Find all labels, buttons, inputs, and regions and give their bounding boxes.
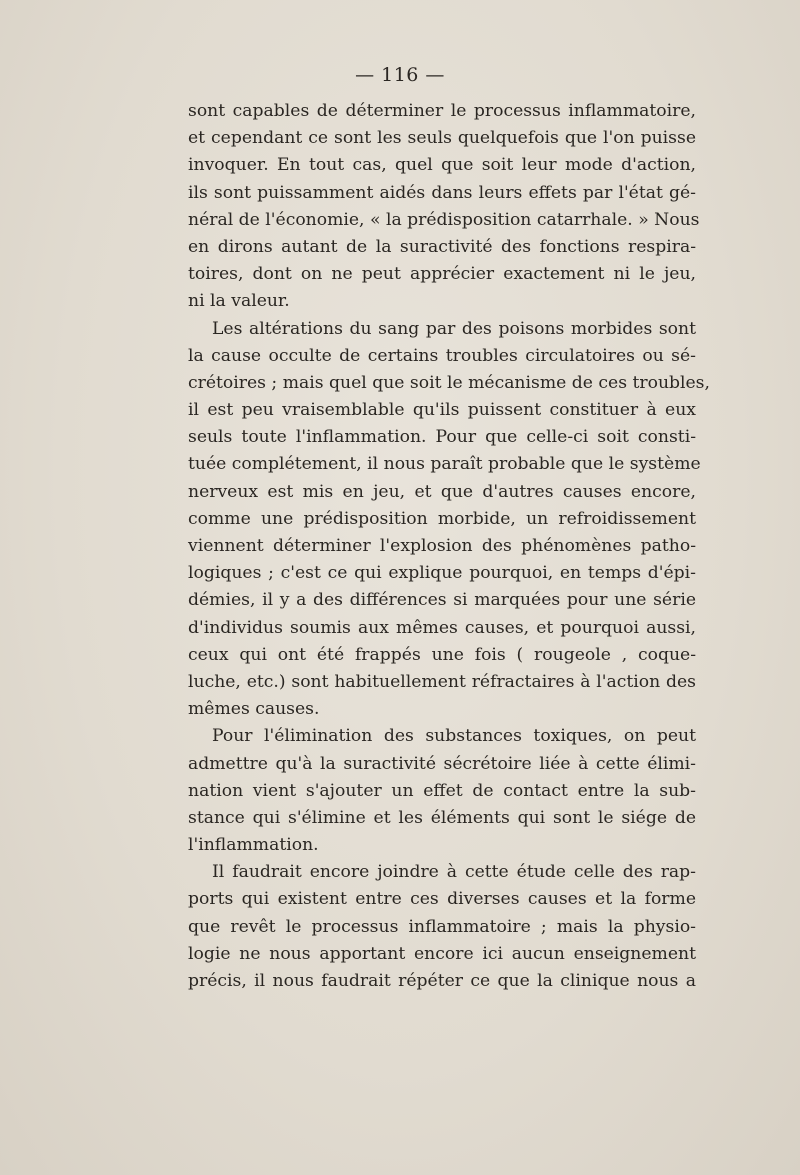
text-line: ni la valeur. [188, 291, 290, 312]
text-line: précis, il nous faudrait répéter ce que la clinique nous a [188, 971, 696, 991]
text-line: la cause occulte de certains troubles circulatoires ou sé- [188, 345, 696, 366]
text-line: tuée complétement, il nous paraît probable que le système [188, 454, 701, 475]
text-line: mêmes causes. [188, 699, 320, 720]
text-line: l'inflammation. [188, 835, 319, 856]
text-line: nerveux est mis en jeu, et que d'autres causes encore, [188, 481, 696, 502]
text-line: démies, il y a des différences si marquées pour une série [188, 590, 696, 611]
text-line: et cependant ce sont les seuls quelquefois que l'on puisse [188, 128, 696, 149]
text-line: ports qui existent entre ces diverses causes et la forme [188, 889, 696, 910]
body-text [188, 98, 710, 995]
text-line: Il faudrait encore joindre à cette étude celle des rap- [212, 862, 696, 883]
text-line: en dirons autant de la suractivité des fonctions respira- [188, 236, 696, 257]
text-line: luche, etc.) sont habituellement réfractaires à l'action des [188, 671, 696, 692]
text-line: logiques ; c'est ce qui explique pourquoi, en temps d'épi- [188, 563, 696, 584]
text-line: logie ne nous apportant encore ici aucun enseignement [188, 943, 696, 964]
text-line: nation vient s'ajouter un effet de contact entre la sub- [188, 780, 696, 801]
text-line: invoquer. En tout cas, quel que soit leur mode d'action, [188, 155, 696, 176]
text-line: comme une prédisposition morbide, un refroidissement [188, 508, 696, 529]
text-line: il est peu vraisemblable qu'ils puissent constituer à eux [188, 400, 696, 421]
text-line: d'individus soumis aux mêmes causes, et pourquoi aussi, [188, 617, 696, 638]
page-number: — 116 — [355, 64, 445, 86]
text-line: néral de l'économie, « la prédisposition catarrhale. » Nous [188, 209, 700, 230]
text-line: Les altérations du sang par des poisons morbides sont [212, 318, 696, 339]
text-line: toires, dont on ne peut apprécier exactement ni le jeu, [188, 264, 696, 285]
text-line: que revêt le processus inflammatoire ; mais la physio- [188, 916, 696, 937]
text-line: crétoires ; mais quel que soit le mécanisme de ces troubles, [188, 372, 710, 393]
text-line: Pour l'élimination des substances toxiques, on peut [212, 726, 696, 747]
text-line: viennent déterminer l'explosion des phénomènes patho- [188, 536, 696, 556]
text-line: seuls toute l'inflammation. Pour que celle-ci soit consti- [188, 427, 696, 448]
text-line: stance qui s'élimine et les éléments qui sont le siége de [188, 807, 696, 828]
text-line: ils sont puissamment aidés dans leurs effets par l'état gé- [188, 182, 696, 203]
text-line: admettre qu'à la suractivité sécrétoire liée à cette élimi- [188, 753, 696, 774]
text-line: ceux qui ont été frappés une fois ( rougeole , coque- [188, 644, 696, 665]
text-line: sont capables de déterminer le processus inflammatoire, [188, 101, 696, 121]
